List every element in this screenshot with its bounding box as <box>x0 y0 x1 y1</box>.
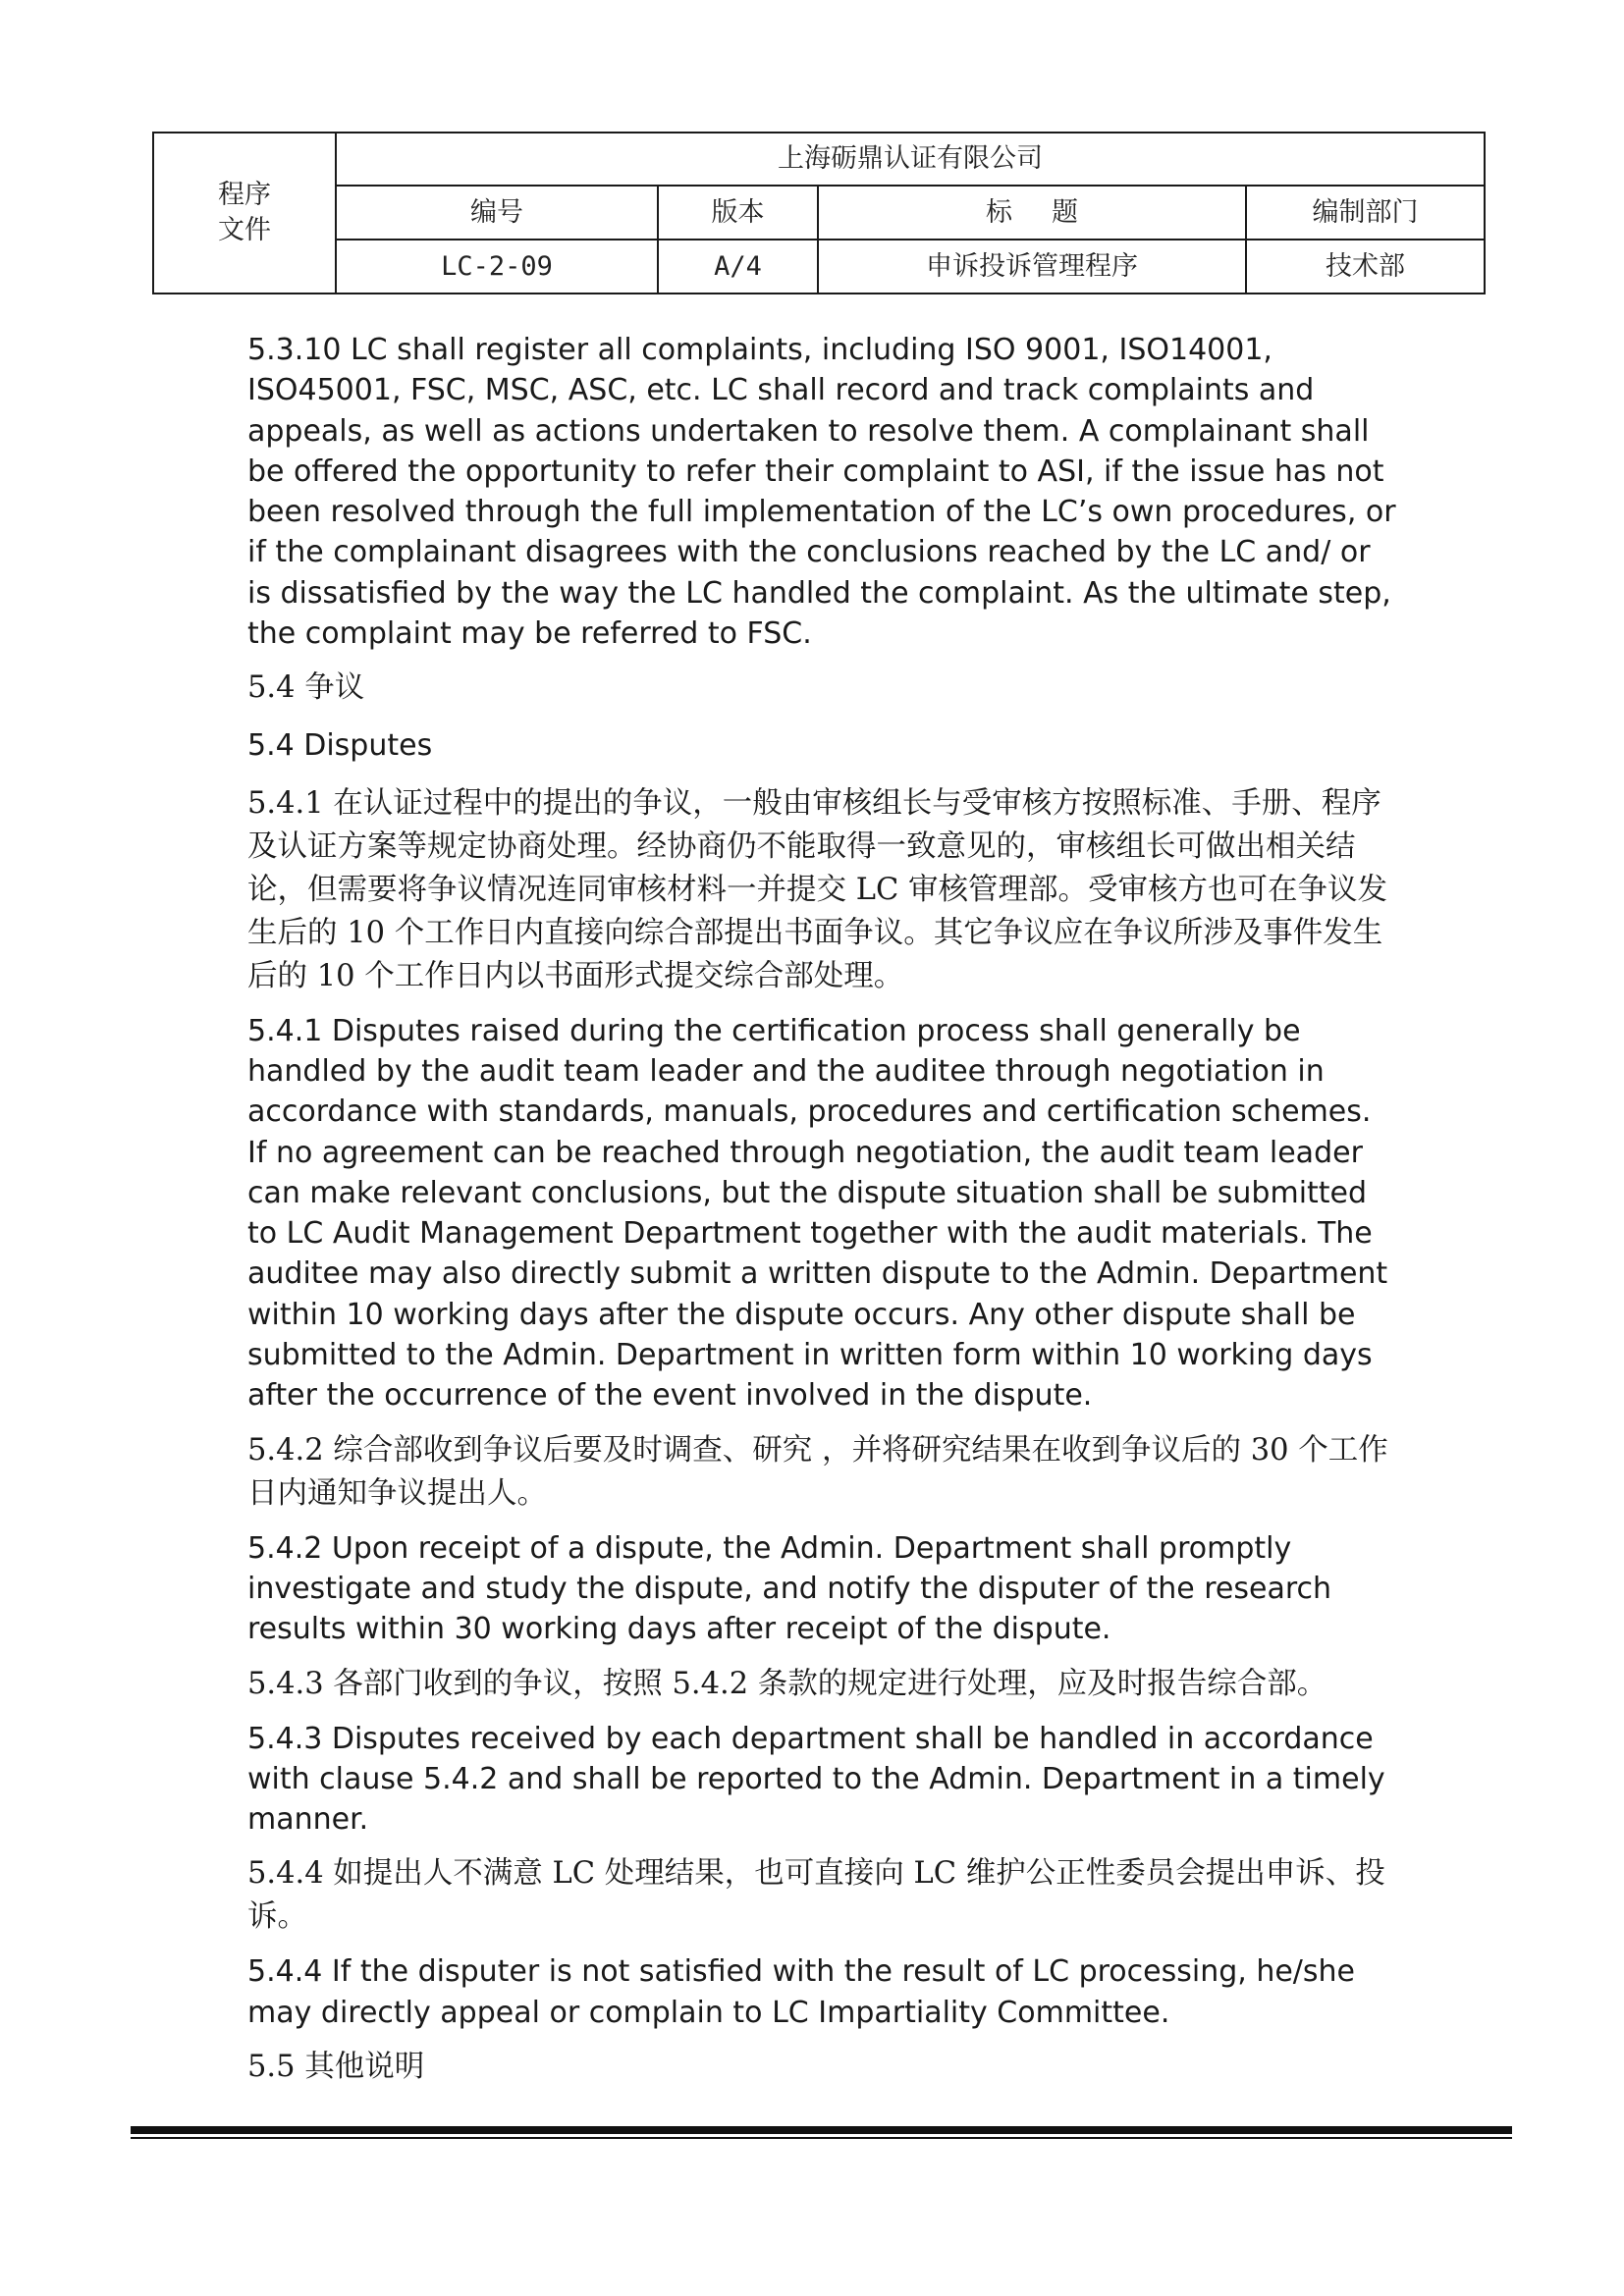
footer-divider-thin <box>131 2137 1512 2139</box>
number-value-cell <box>336 240 658 294</box>
paragraph-5-4-1-cn: 5.4.1 在认证过程中的提出的争议，一般由审核组长与受审核方按照标准、手册、程序及认证方案等规定协商处理。经协商仍不能取得一致意见的，审核组长可做出相关结论，但需要将争议情况连同审核材料一并提交 LC 审核管理部。受审核方也可在争议发生后的 10 个工作日内直接向综合部提出书面争议。其它争议应在争议所涉及事件发生后的 10 个工作日内以书面形式提交综合部处理。 <box>247 785 1387 993</box>
version-label-cell <box>658 186 818 240</box>
doc-type-label: 程序文件 <box>218 179 271 245</box>
paragraph-5-4-4-en: 5.4.4 If the disputer is not satisfied with the result of LC processing, he/she may directly appeal or complain to LC Impartiality Committee. <box>247 1954 1356 2030</box>
paragraph-5-4-1-en: 5.4.1 Disputes raised during the certification process shall generally be handled by the audit team leader and the auditee through negotiation in accordance with standards, manuals, procedures and certification schemes. If no agreement can be reached through negotiation, the audit team leader can make relevant conclusions, but the dispute situation shall be submitted to LC Audit Management Department together with the audit materials. The auditee may also directly submit a written dispute to the Admin. Department within 10 working days after the dispute occurs. Any other dispute shall be submitted to the Admin. Department in written form within 10 working days after the occurrence of the event involved in the dispute. <box>247 1013 1388 1414</box>
document-department: 技术部 <box>1326 250 1405 282</box>
document-version: A/4 <box>714 250 762 282</box>
title-value-cell <box>818 240 1246 294</box>
paragraph-5-4-3-en: 5.4.3 Disputes received by each department shall be handled in accordance with clause 5.4.2 and shall be reported to the Admin. Department in a timely manner. <box>247 1721 1385 1838</box>
heading-5-5-cn: 5.5 其他说明 <box>247 2050 425 2085</box>
doc-type-cell <box>153 133 336 294</box>
department-value-cell <box>1246 240 1485 294</box>
footer-divider-thick <box>131 2126 1512 2134</box>
heading-5-4-en: 5.4 Disputes <box>247 728 433 764</box>
version-value-cell <box>658 240 818 294</box>
paragraph-5-4-2-en: 5.4.2 Upon receipt of a dispute, the Admin. Department shall promptly investigate and study the dispute, and notify the disputer of the research results within 30 working days after receipt of the dispute. <box>247 1530 1332 1647</box>
version-label: 版本 <box>711 196 765 228</box>
department-label-cell <box>1246 186 1485 240</box>
department-label: 编制部门 <box>1312 196 1419 228</box>
paragraph-5-4-2-cn: 5.4.2 综合部收到争议后要及时调查、研究 ，并将研究结果在收到争议后的 30 个工作日内通知争议提出人。 <box>247 1432 1388 1511</box>
paragraph-5-4-3-cn: 5.4.3 各部门收到的争议，按照 5.4.2 条款的规定进行处理，应及时报告综合部。 <box>247 1666 1327 1701</box>
document-title: 申诉投诉管理程序 <box>926 250 1138 282</box>
number-label: 编号 <box>470 196 523 228</box>
document-body <box>247 330 1396 2105</box>
number-label-cell <box>336 186 658 240</box>
paragraph-5-4-4-cn: 5.4.4 如提出人不满意 LC 处理结果，也可直接向 LC 维护公正性委员会提出申诉、投诉。 <box>247 1856 1385 1935</box>
company-name: 上海砺鼎认证有限公司 <box>778 143 1043 175</box>
heading-5-4-cn: 5.4 争议 <box>247 670 365 706</box>
company-name-cell <box>336 133 1485 186</box>
document-header-table <box>152 132 1486 294</box>
document-number: LC-2-09 <box>441 250 553 282</box>
paragraph-5-3-10-en: 5.3.10 LC shall register all complaints, including ISO 9001, ISO14001, ISO45001, FSC, MSC, ASC, etc. LC shall record and track complaints and appeals, as well as actions undertaken to resolve them. A complainant shall be offered the opportunity to refer their complaint to ASI, if the issue has not been resolved through the full implementation of the LC’s own procedures, or if the complainant disagrees with the conclusions reached by the LC and/ or is dissatisfied by the way the LC handled the complaint. As the ultimate step, the complaint may be referred to FSC. <box>247 333 1396 652</box>
title-label: 标题 <box>986 196 1117 228</box>
title-label-cell <box>818 186 1246 240</box>
